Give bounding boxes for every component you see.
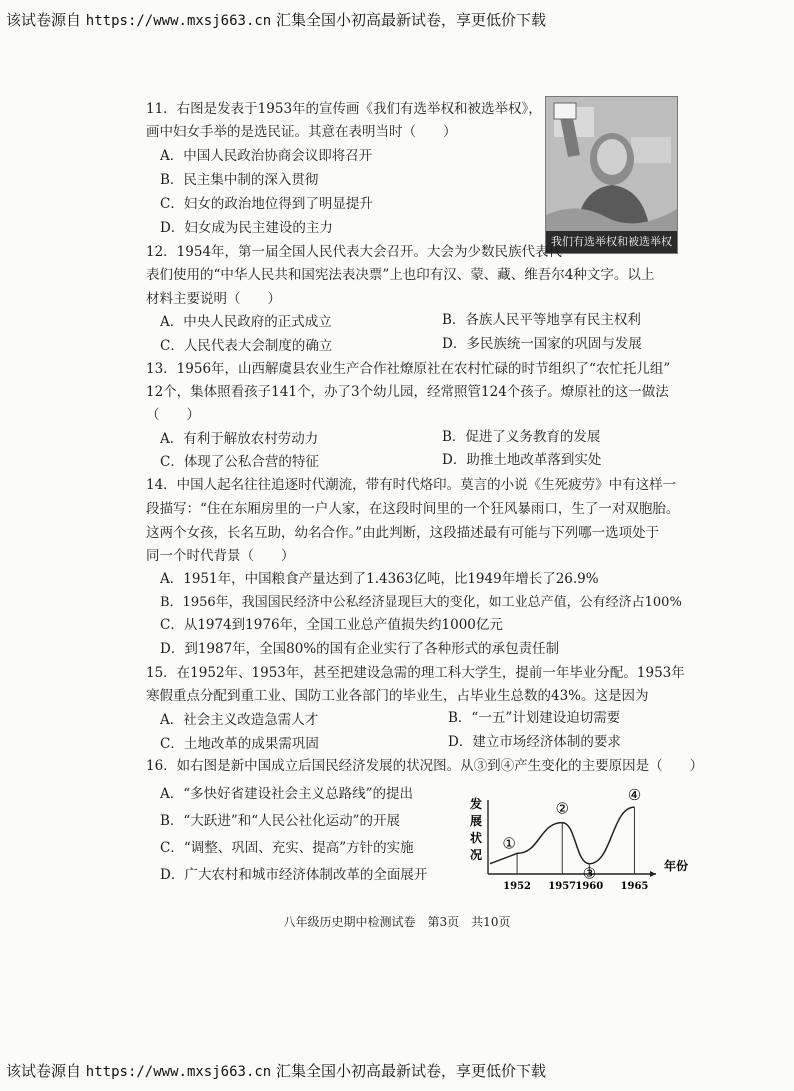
chart-stage-marker: ③: [582, 864, 597, 883]
q13-option-b[interactable]: B．促进了义务教育的发展: [442, 429, 601, 445]
banner-suffix: 汇集全国小初高最新试卷，享更低价下载: [276, 1062, 547, 1080]
banner-prefix: 该试卷源自: [6, 11, 82, 29]
q16-option-c[interactable]: C．“调整、巩固、充实、提高”方针的实施: [160, 840, 414, 856]
q15-option-c[interactable]: C．土地改革的成果需巩固: [160, 736, 319, 752]
page-footer: 八年级历史期中检测试卷 第3页 共10页: [283, 915, 511, 929]
chart-y-axis-label: [469, 796, 482, 862]
q12-stem-line-1: 12．1954年，第一届全国人民代表大会召开。大会为少数民族代表代: [146, 244, 563, 260]
chart-y-axis-label-char: 发: [469, 797, 483, 811]
chart-dashed-guides: [517, 807, 634, 874]
chart-stage-marker: ②: [555, 799, 569, 818]
q16-option-d[interactable]: D．广大农村和城市经济体制改革的全面展开: [160, 867, 428, 883]
q13-option-d[interactable]: D．助推土地改革落到实处: [442, 452, 602, 468]
q13-stem-line-1: 13．1956年，山西解虞县农业生产合作社燎原社在农村忙碌的时节组织了“农忙托儿组”: [146, 361, 671, 377]
chart-x-axis-arrow-icon: [650, 871, 656, 877]
woman-holding-voter-card-illustration: [546, 97, 677, 231]
chart-stage-markers: [502, 786, 641, 883]
q14-stem-line-2: 段描写：“住在东厢房里的一户人家，在这段时间里的一个狂风暴雨口，生了一对双胞胎。: [146, 501, 680, 517]
q14-option-d[interactable]: D．到1987年，全国80%的国有企业实行了各种形式的承包责任制: [160, 641, 560, 657]
q15-option-b[interactable]: B．“一五”计划建设迫切需要: [448, 710, 621, 726]
chart-x-axis-label: 年份: [663, 859, 689, 873]
q15-option-d[interactable]: D．建立市场经济体制的要求: [448, 734, 621, 750]
q12-option-c[interactable]: C．人民代表大会制度的确立: [160, 338, 333, 354]
q11-stem-line-1: 11．右图是发表于1953年的宣传画《我们有选举权和被选举权》，: [146, 101, 542, 117]
q12-stem-line-3: 材料主要说明（ ）: [146, 291, 281, 307]
q14-stem-line-4: 同一个时代背景（ ）: [146, 548, 295, 564]
q16-option-b[interactable]: B．“大跃进”和“人民公社化运动”的开展: [160, 813, 401, 829]
propaganda-poster-image: [545, 96, 678, 254]
q13-stem-line-3: （ ）: [146, 407, 200, 423]
chart-y-axis-label-char: 况: [469, 848, 483, 862]
q15-stem-line-2: 寒假重点分配到重工业、国防工业各部门的毕业生，占毕业生总数的43%。这是因为: [146, 688, 649, 704]
q12-option-d[interactable]: D．多民族统一国家的巩固与发展: [442, 336, 642, 352]
banner-prefix: 该试卷源自: [6, 1062, 82, 1080]
chart-x-tick-label: 1952: [503, 881, 532, 892]
top-source-banner: [6, 9, 546, 30]
q11-option-c[interactable]: C．妇女的政治地位得到了明显提升: [160, 196, 373, 212]
bottom-source-banner: [6, 1060, 546, 1081]
q14-option-c[interactable]: C．从1974到1976年，全国工业总产值损失约1000亿元: [160, 617, 503, 633]
q14-option-b[interactable]: B．1956年，我国国民经济中公私经济显现巨大的变化，如工业总产值，公有经济占100%: [160, 595, 682, 610]
q14-stem-line-3: 这两个女孩，长名互助，幼名合作。”由此判断，这段描述最有可能与下列哪一选项处于: [146, 525, 660, 541]
chart-x-tick-label: 1965: [620, 881, 649, 892]
q12-option-a[interactable]: A．中央人民政府的正式成立: [160, 314, 332, 330]
q14-stem-line-1: 14．中国人起名往往追逐时代潮流，带有时代烙印。莫言的小说《生死疲劳》中有这样一: [146, 477, 677, 493]
q11-option-a[interactable]: A．中国人民政治协商会议即将召开: [160, 148, 373, 164]
q12-stem-line-2: 表们使用的“中华人民共和国宪法表决票”上也印有汉、蒙、藏、维吾尔4种文字。以上: [146, 267, 655, 283]
chart-stage-marker: ④: [627, 786, 642, 805]
q15-stem-line-1: 15．在1952年、1953年，甚至把建设急需的理工科大学生，提前一年毕业分配。1953年: [146, 665, 685, 681]
chart-y-axis-label-char: 状: [469, 831, 483, 845]
chart-x-tick-label: 1957: [548, 881, 577, 892]
q11-option-d[interactable]: D．妇女成为民主建设的主力: [160, 220, 333, 236]
q13-option-c[interactable]: C．体现了公私合营的特征: [160, 454, 319, 470]
chart-y-axis-label-char: 展: [469, 814, 483, 828]
chart-stage-marker: ①: [502, 834, 516, 853]
q16-option-a[interactable]: A．“多快好省建设社会主义总路线”的提出: [160, 786, 414, 802]
chart-x-tick-label: 1960: [575, 881, 604, 892]
q11-stem-line-2: 画中妇女手举的是选民证。其意在表明当时（ ）: [146, 124, 457, 140]
q12-option-b[interactable]: B．各族人民平等地享有民主权利: [442, 312, 641, 328]
q14-option-a[interactable]: A．1951年，中国粮食产量达到了1.4363亿吨，比1949年增长了26.9%: [160, 571, 599, 587]
q13-option-a[interactable]: A．有利于解放农村劳动力: [160, 431, 319, 447]
chart-x-ticks: [503, 881, 648, 892]
banner-url[interactable]: https://www.mxsj663.cn: [85, 13, 272, 29]
q13-stem-line-2: 12个，集体照看孩子141个，办了3个幼儿园，经常照管124个孩子。燎原社的这一做法: [146, 384, 669, 400]
banner-suffix: 汇集全国小初高最新试卷，享更低价下载: [276, 11, 547, 29]
q15-option-a[interactable]: A．社会主义改造急需人才: [160, 712, 319, 728]
q11-option-b[interactable]: B．民主集中制的深入贯彻: [160, 172, 319, 188]
poster-caption: 我们有选举权和被选举权: [546, 231, 677, 253]
economic-development-chart: [469, 786, 700, 892]
q16-stem-line-1: 16．如右图是新中国成立后国民经济发展的状况图。从③到④产生变化的主要原因是（ ）: [146, 758, 704, 774]
banner-url[interactable]: https://www.mxsj663.cn: [85, 1064, 272, 1080]
